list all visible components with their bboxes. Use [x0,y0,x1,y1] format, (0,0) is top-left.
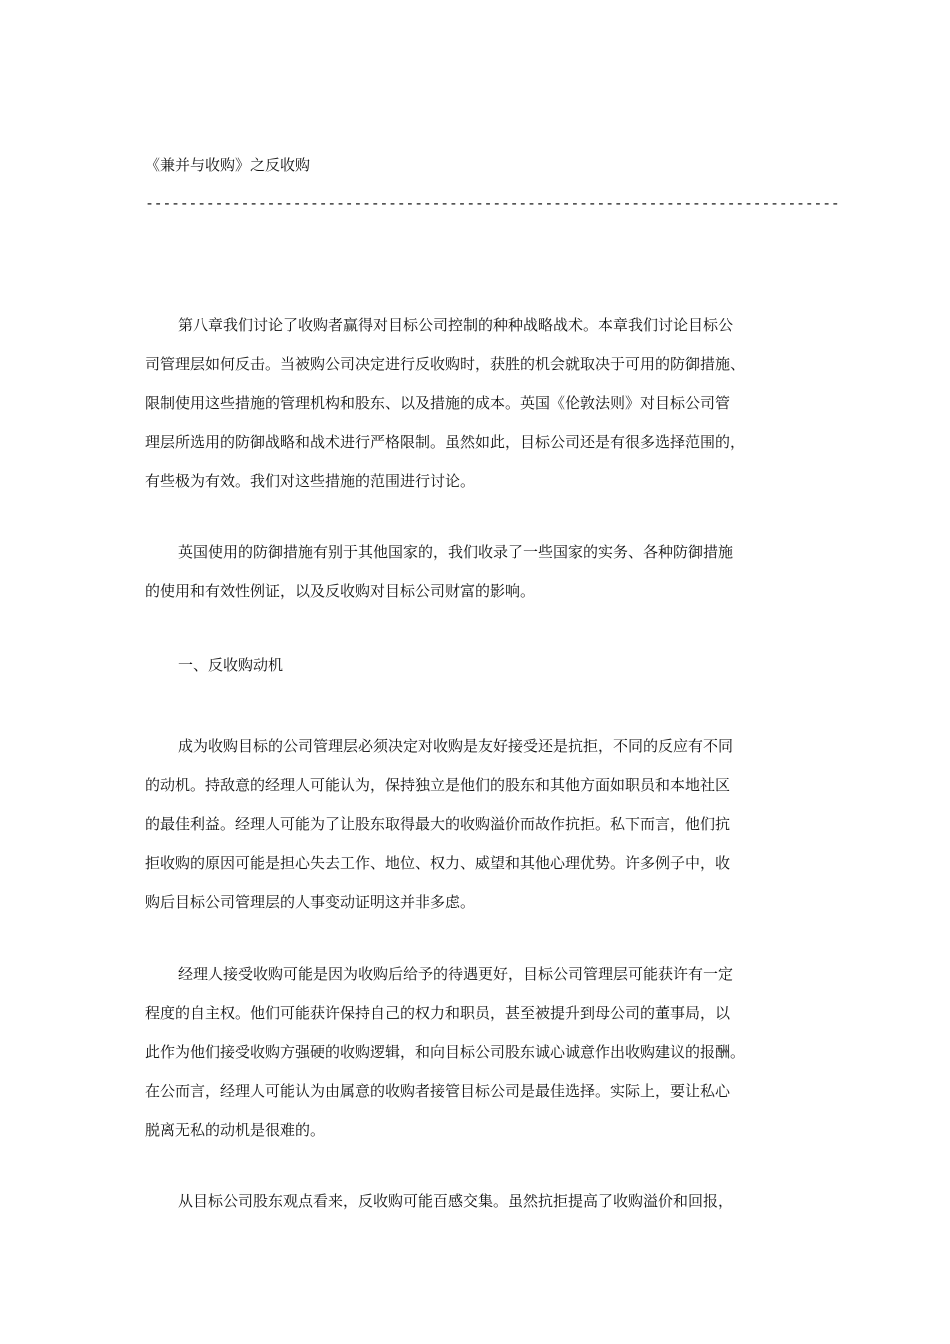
paragraph-4 [145,955,815,1150]
paragraph-1 [145,306,815,501]
paragraph-line: 第八章我们讨论了收购者赢得对目标公司控制的种种战略战术。本章我们讨论目标公 [178,316,734,334]
paragraph-line: 购后目标公司管理层的人事变动证明这并非多虑。 [145,893,476,911]
paragraph-line: 的最佳利益。经理人可能为了让股东取得最大的收购溢价而故作抗拒。私下而言，他们抗 [145,815,731,833]
paragraph-line: 此作为他们接受收购方强硬的收购逻辑，和向目标公司股东诚心诚意作出收购建议的报酬。 [145,1043,746,1061]
paragraph-2 [145,533,815,611]
paragraph-line: 拒收购的原因可能是担心失去工作、地位、权力、威望和其他心理优势。许多例子中，收 [145,854,731,872]
paragraph-line: 限制使用这些措施的管理机构和股东、以及措施的成本。英国《伦敦法则》对目标公司管 [145,394,731,412]
paragraph-line: 从目标公司股东观点看来，反收购可能百感交集。虽然抗拒提高了收购溢价和回报， [178,1192,734,1210]
document-title: 《兼并与收购》之反收购 [145,156,311,174]
separator-rule: -------------------------------------------------------------------------------- [145,194,840,212]
paragraph-line: 在公而言，经理人可能认为由属意的收购者接管目标公司是最佳选择。实际上，要让私心 [145,1082,731,1100]
paragraph-line: 程度的自主权。他们可能获许保持自己的权力和职员，甚至被提升到母公司的董事局，以 [145,1004,731,1022]
paragraph-line: 的使用和有效性例证，以及反收购对目标公司财富的影响。 [145,582,536,600]
paragraph-line: 有些极为有效。我们对这些措施的范围进行讨论。 [145,472,476,490]
paragraph-line: 的动机。持敌意的经理人可能认为，保持独立是他们的股东和其他方面如职员和本地社区 [145,776,731,794]
paragraph-line: 理层所选用的防御战略和战术进行严格限制。虽然如此，目标公司还是有很多选择范围的， [145,433,746,451]
paragraph-line: 司管理层如何反击。当被购公司决定进行反收购时，获胜的机会就取决于可用的防御措施、 [145,355,746,373]
paragraph-line: 经理人接受收购可能是因为收购后给予的待遇更好，目标公司管理层可能获许有一定 [178,965,734,983]
paragraph-3 [145,727,815,922]
section-heading [145,646,815,685]
paragraph-5 [145,1182,815,1221]
paragraph-line: 英国使用的防御措施有别于其他国家的，我们收录了一些国家的实务、各种防御措施 [178,543,734,561]
paragraph-line: 成为收购目标的公司管理层必须决定对收购是友好接受还是抗拒，不同的反应有不同 [178,737,734,755]
paragraph-line: 脱离无私的动机是很难的。 [145,1121,326,1139]
section-heading-text: 一、反收购动机 [178,656,284,674]
